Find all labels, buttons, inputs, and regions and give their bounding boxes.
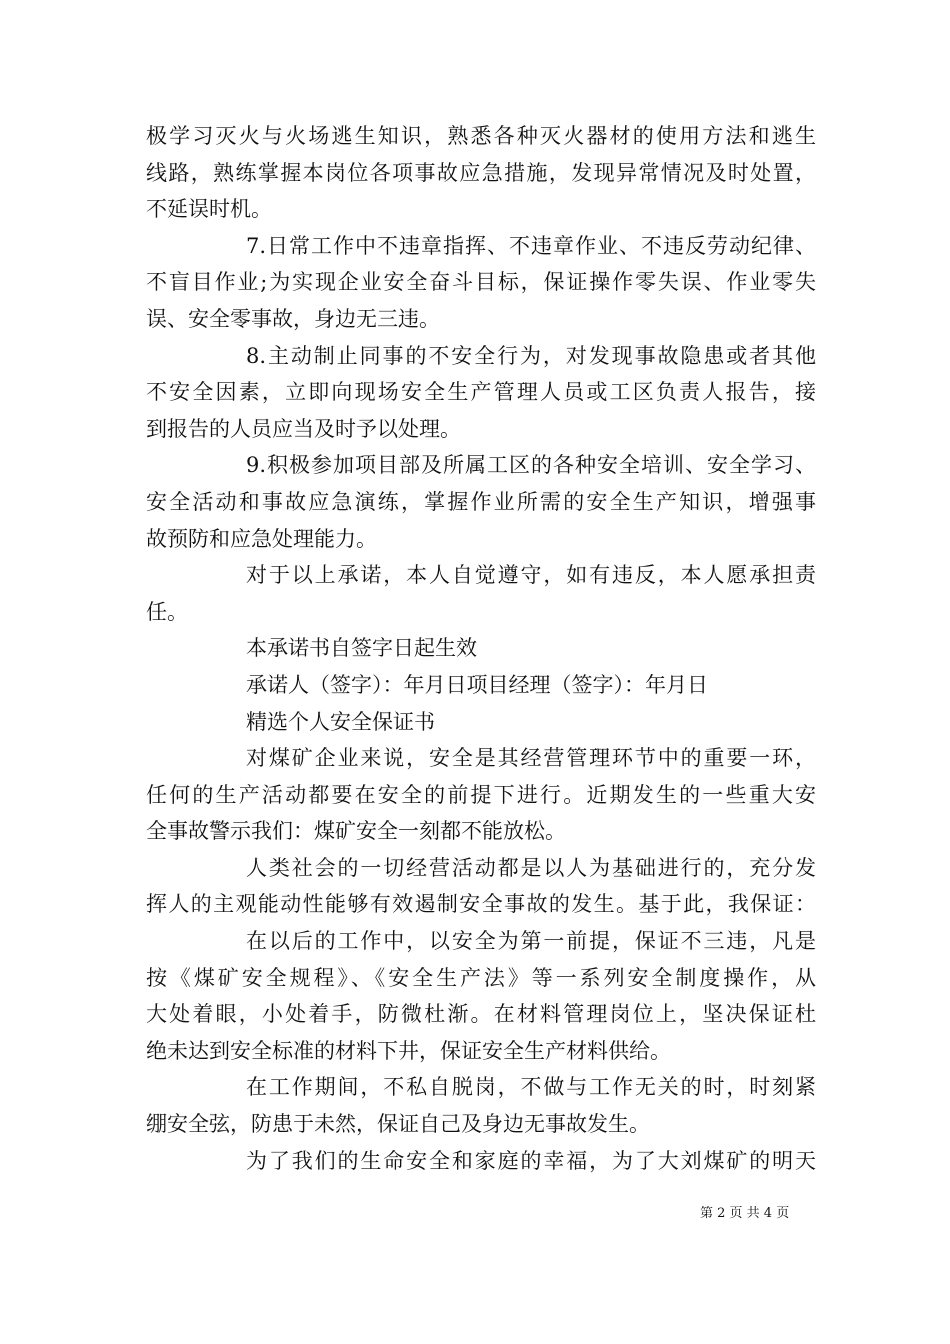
text-line: 绷安全弦，防患于未然，保证自己及身边无事故发生。: [146, 1112, 650, 1137]
text-line: 线路，熟练掌握本岗位各项事故应急措施，发现异常情况及时处置，: [146, 160, 816, 185]
text-line: 全事故警示我们：煤矿安全一刻都不能放松。: [146, 819, 566, 844]
document-body: [146, 118, 816, 1179]
text-line: 在以后的工作中，以安全为第一前提，保证不三违，凡是: [246, 929, 816, 954]
text-line: 极学习灭火与火场逃生知识，熟悉各种灭火器材的使用方法和逃生: [146, 124, 816, 148]
text-line: 安全活动和事故应急演练，掌握作业所需的安全生产知识，增强事: [146, 489, 816, 514]
text-line: 对煤矿企业来说，安全是其经营管理环节中的重要一环，: [246, 746, 816, 771]
text-line: 7.日常工作中不违章指挥、不违章作业、不违反劳动纪律、: [246, 233, 816, 258]
text-line: 在工作期间，不私自脱岗，不做与工作无关的时，时刻紧: [246, 1075, 816, 1100]
text-line: 9.积极参加项目部及所属工区的各种安全培训、安全学习、: [246, 453, 816, 478]
text-line: 任。: [146, 599, 188, 624]
text-line: 对于以上承诺，本人自觉遵守，如有违反，本人愿承担责: [246, 563, 816, 588]
text-line: 按《煤矿安全规程》、《安全生产法》等一系列安全制度操作，从: [146, 965, 816, 990]
text-line: 任何的生产活动都要在安全的前提下进行。近期发生的一些重大安: [146, 782, 816, 807]
page-number-footer: 第 2 页 共 4 页: [700, 1206, 790, 1221]
text-line: 本承诺书自签字日起生效: [246, 636, 477, 661]
text-line: 大处着眼，小处着手，防微杜渐。在材料管理岗位上，坚决保证杜: [146, 1002, 816, 1027]
text-line: 误、安全零事故，身边无三违。: [146, 306, 440, 331]
text-line: 绝未达到安全标准的材料下井，保证安全生产材料供给。: [146, 1038, 671, 1063]
text-line: 人类社会的一切经营活动都是以人为基础进行的，充分发: [246, 855, 816, 880]
text-line: 不安全因素，立即向现场安全生产管理人员或工区负责人报告，接: [146, 380, 816, 405]
text-line: 不盲目作业;为实现企业安全奋斗目标，保证操作零失误、作业零失: [146, 270, 816, 295]
text-line: 不延误时机。: [146, 197, 272, 222]
text-line: 挥人的主观能动性能够有效遏制安全事故的发生。基于此，我保证：: [146, 892, 816, 917]
text-line: 8.主动制止同事的不安全行为，对发现事故隐患或者其他: [246, 343, 816, 368]
section-heading: 精选个人安全保证书: [246, 709, 435, 734]
text-line: 为了我们的生命安全和家庭的幸福，为了大刘煤矿的明天: [246, 1148, 816, 1173]
text-line: 故预防和应急处理能力。: [146, 526, 377, 551]
text-line: 到报告的人员应当及时予以处理。: [146, 416, 461, 441]
text-line: 承诺人（签字）：年月日项目经理（签字）：年月日: [246, 672, 708, 697]
